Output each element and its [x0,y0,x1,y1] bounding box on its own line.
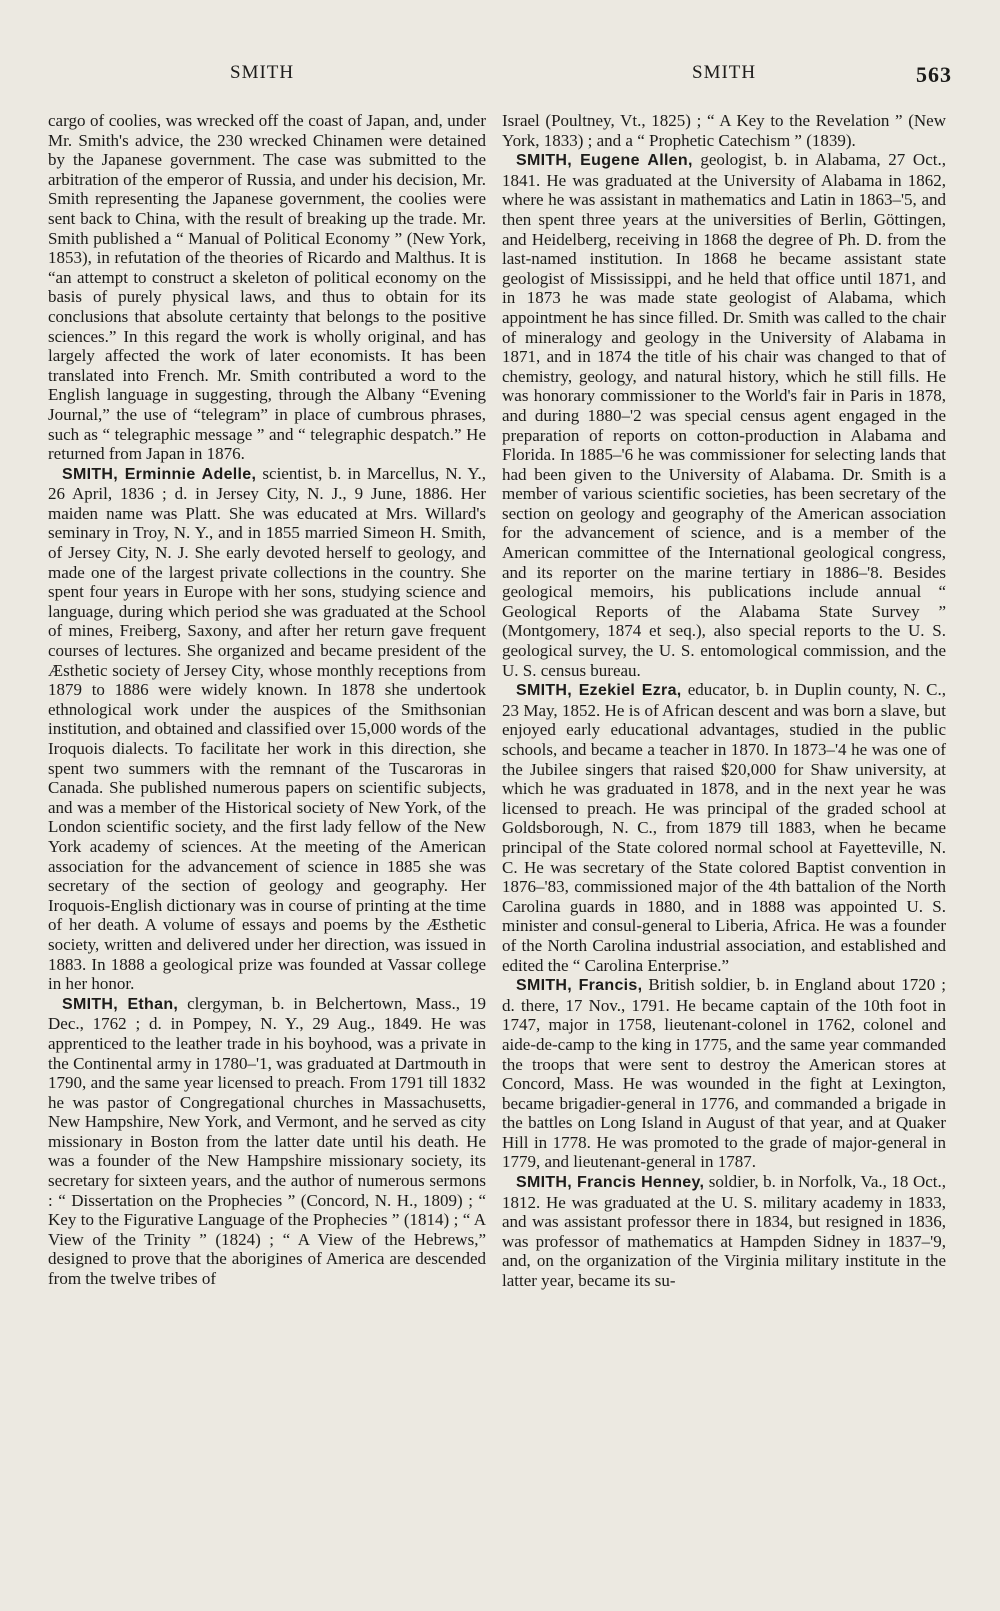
left-column [48,111,486,1289]
entry-headword: SMITH, Ethan, [62,995,179,1013]
entry-francis-henney-smith [502,1172,946,1291]
entry-ethan-smith [48,994,486,1289]
continuation-paragraph: cargo of coolies, was wrecked off the coast of Japan, and, under Mr. Smith's advice, the 230 wrecked Chinamen were detained by the Japanese government. The case was submitted to the arbitration of the emperor of Russia, and under his decision, Mr. Smith representing the Japanese government, the coolies were sent back to China, with the result of breaking up the trade. Mr. Smith published a “ Manual of Political Economy ” (New York, 1853), in refutation of the theories of Ricardo and Malthus. It is “an attempt to construct a skeleton of political economy on the basis of purely physical laws, and thus to obtain for its conclusions that absolute certainty that belongs to the positive sciences.” In this regard the work is wholly original, and has largely affected the work of later economists. It has been translated into French. Mr. Smith contributed a word to the English language in suggesting, through the Albany “Evening Journal,” the use of “telegram” in place of cumbrous phrases, such as “ telegraphic message ” and “ telegraphic despatch.” He returned from Japan in 1876. [48,111,486,464]
entry-text: geologist, b. in Alabama, 27 Oct., 1841. He was graduated at the University of Alabama in 1862, where he was assistant in mathematics and Latin in 1863–'5, and then spent three years at the universities of Berlin, Göttingen, and Heidelberg, receiving in 1868 the degree of Ph. D. from the last-named institution. In 1868 he became assistant state geologist of Mississippi, and he held that office until 1871, and in 1873 he was made state geologist of Alabama, which appointment he has since filled. Dr. Smith was called to the chair of mineralogy and geology in the University of Alabama in 1871, and in 1874 the title of his chair was changed to that of chemistry, geology, and natural history, which he still fills. He was honorary commissioner to the World's fair in Paris in 1878, and during 1880–'2 was special census agent engaged in the preparation of reports on cotton-production in Alabama and Florida. In 1885–'6 he was commissioner for selecting lands that had been given to the University of Alabama. Dr. Smith is a member of various scientific societies, has been secretary of the section on geology and geography of the American association for the advancement of science, and is a member of the American committee of the International geological congress, and its reporter on the marine tertiary in 1886–'8. Besides geological memoirs, his publications include annual “ Geological Reports of the Alabama State Survey ” (Montgomery, 1874 et seq.), also special reports to the U. S. geological survey, the U. S. entomological commission, and the U. S. census bureau. [502,150,946,680]
entry-text: soldier, b. in Norfolk, Va., 18 Oct., 1812. He was graduated at the U. S. military academy in 1833, and was assistant professor there in 1834, but resigned in 1836, was professor of mathematics at Hampden Sidney in 1837–'9, and, on the organization of the Virginia military institute in the latter year, became its su- [502,1172,946,1291]
right-column [502,111,946,1291]
entry-francis-smith [502,975,946,1172]
running-head-right: SMITH [692,62,757,83]
entry-text: educator, b. in Duplin county, N. C., 23 May, 1852. He is of African descent and was born a slave, but enjoyed early educational advantages, studied in the public schools, and became a teacher in 1870. In 1873–'4 he was one of the Jubilee singers that raised $20,000 for Shaw university, at which he was graduated in 1878, and in the next year he was licensed to preach. He was principal of the graded school at Goldsborough, N. C., from 1879 till 1883, when he became principal of the State colored normal school at Fayetteville, N. C. He was secretary of the State colored Baptist convention in 1876–'83, commissioned major of the 4th battalion of the North Carolina guards in 1880, and in 1888 was appointed U. S. minister and consul-general to Liberia, Africa. He was a founder of the North Carolina industrial association, and established and edited the “ Carolina Enterprise.” [502,680,946,975]
page-number: 563 [916,62,952,87]
entry-text: British soldier, b. in England about 1720 ; d. there, 17 Nov., 1791. He became captain of the 10th foot in 1747, major in 1758, lieutenant-colonel in 1762, colonel and aide-de-camp to the king in 1775, and the same year commanded the troops that were sent to destroy the American stores at Concord, Mass. He was wounded in the fight at Lexington, became brigadier-general in 1776, and commanded a brigade in the battles on Long Island in August of that year, and at Quaker Hill in 1778. He was promoted to the grade of major-general in 1779, and lieutenant-general in 1787. [502,975,946,1172]
entry-headword: SMITH, Francis Henney, [516,1174,705,1192]
entry-text: scientist, b. in Marcellus, N. Y., 26 April, 1836 ; d. in Jersey City, N. J., 9 June, 1886. Her maiden name was Platt. She was educated at Mrs. Willard's seminary in Troy, N. Y., and in 1855 married Simeon H. Smith, of Jersey City, N. J. She early devoted herself to geology, and made one of the largest private collections in the country. She spent four years in Europe with her sons, studying science and language, during which period she was graduated at the School of mines, Freiberg, Saxony, and after her return gave frequent courses of lectures. She organized and became president of the Æsthetic society of Jersey City, whose monthly receptions from 1879 to 1886 were widely known. In 1878 she undertook ethnological work under the auspices of the Smithsonian institution, and obtained and classified over 15,000 words of the Iroquois dialects. To facilitate her work in this direction, she spent two summers with the remnant of the Tuscaroras in Canada. She published numerous papers on scientific subjects, and was a member of the Historical society of New York, of the London scientific society, and the first lady fellow of the New York academy of sciences. At the meeting of the American association for the advancement of science in 1885 she was secretary of the section of geology and geography. Her Iroquois-English dictionary was in course of printing at the time of her death. A volume of essays and poems by the Æsthetic society, written and delivered under her direction, was issued in 1883. In 1888 a geological prize was founded at Vassar college in her honor. [48,463,486,994]
entry-headword: SMITH, Ezekiel Ezra, [516,682,682,700]
running-head-left: SMITH [230,62,295,83]
entry-headword: SMITH, Erminnie Adelle, [62,465,257,483]
entry-erminnie-smith [48,464,486,994]
entry-headword: SMITH, Eugene Allen, [516,152,693,170]
entry-eugene-smith [502,150,946,680]
entry-headword: SMITH, Francis, [516,977,643,995]
entry-ezekiel-smith [502,680,946,975]
entry-text: clergyman, b. in Belchertown, Mass., 19 Dec., 1762 ; d. in Pompey, N. Y., 29 Aug., 1849. He was apprenticed to the leather trade in his boyhood, was a private in the Continental army in 1780–'1, was graduated at Dartmouth in 1790, and the same year licensed to preach. From 1791 till 1832 he was pastor of Congregational churches in Massachusetts, New Hampshire, New York, and Vermont, and he served as city missionary in Boston from the latter date until his death. He was a founder of the New Hampshire missionary society, its secretary for sixteen years, and the author of numerous sermons : “ Dissertation on the Prophecies ” (Concord, N. H., 1809) ; “ Key to the Figurative Language of the Prophecies ” (1814) ; “ A View of the Trinity ” (1824) ; “ A View of the Hebrews,” designed to prove that the aborigines of America are descended from the twelve tribes of [48,993,486,1289]
continuation-paragraph: Israel (Poultney, Vt., 1825) ; “ A Key to the Revelation ” (New York, 1833) ; and a “ Prophetic Catechism ” (1839). [502,111,946,150]
